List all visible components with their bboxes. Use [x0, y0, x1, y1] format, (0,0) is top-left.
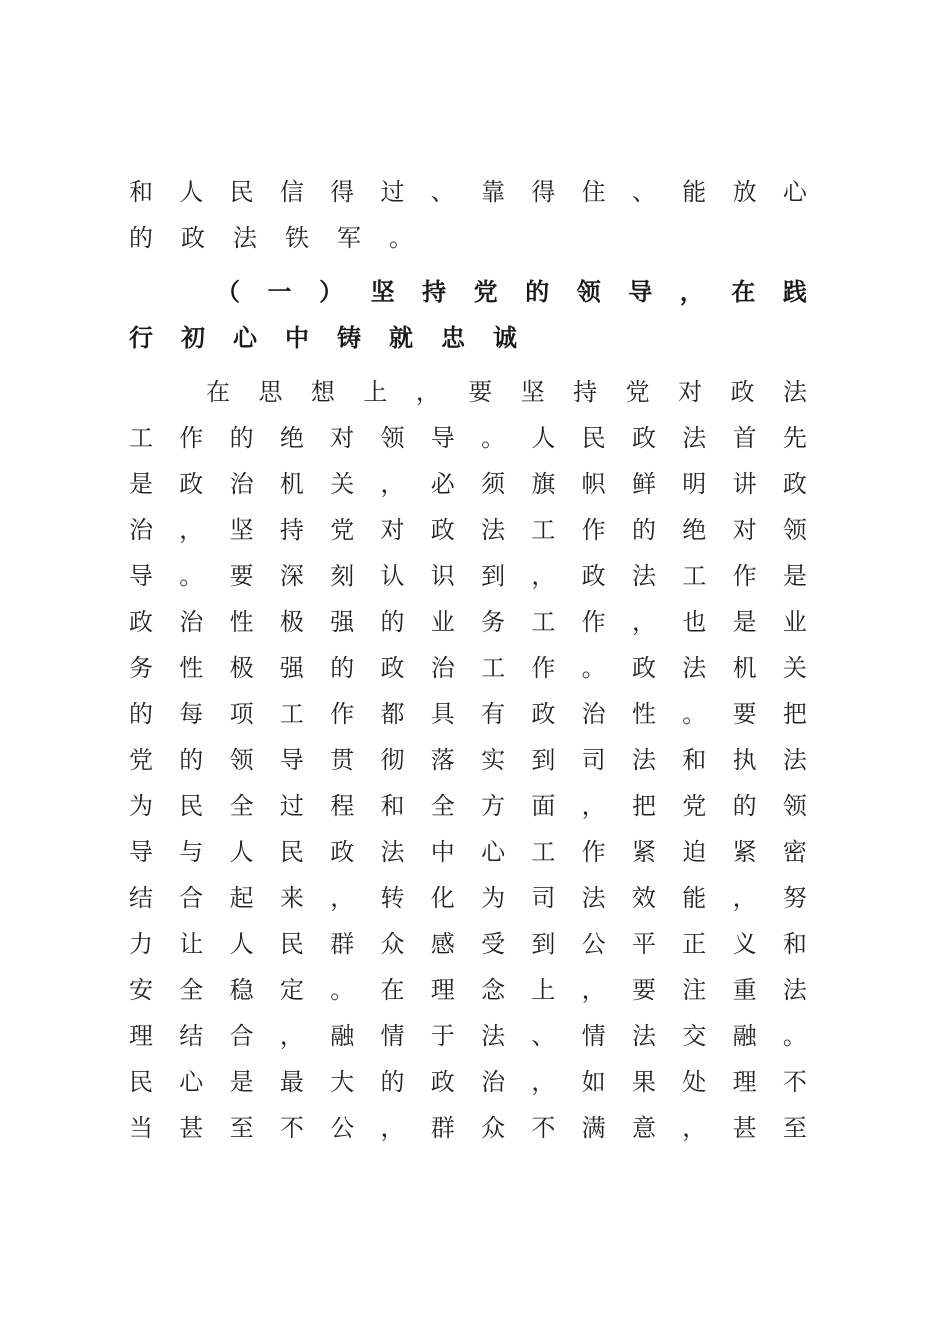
glyph: 政	[581, 562, 606, 590]
glyph: 处	[682, 1068, 707, 1096]
glyph: 政	[179, 470, 204, 498]
body-line	[128, 1016, 808, 1056]
glyph: 方	[481, 792, 506, 820]
glyph: 义	[732, 930, 757, 958]
glyph: ，	[732, 884, 757, 912]
glyph: 、	[430, 178, 455, 206]
glyph: 融	[330, 1022, 355, 1050]
body-line	[128, 1062, 808, 1102]
glyph: 理	[430, 976, 455, 1004]
glyph: 在	[206, 378, 230, 406]
paragraph-first-line	[205, 372, 808, 412]
glyph: 要	[229, 562, 254, 590]
glyph: 强	[279, 654, 304, 682]
glyph: 关	[330, 470, 355, 498]
glyph: 。	[389, 224, 413, 252]
glyph: 。	[179, 562, 204, 590]
glyph: 性	[179, 654, 204, 682]
glyph: 甚	[179, 1114, 204, 1142]
glyph: 民	[129, 1068, 153, 1096]
glyph: 程	[330, 792, 355, 820]
glyph: 性	[229, 608, 254, 636]
glyph: 对	[330, 424, 355, 452]
glyph: 重	[732, 976, 757, 1004]
glyph: 的	[129, 700, 153, 728]
glyph: 彻	[380, 746, 405, 774]
body-line	[128, 878, 808, 918]
glyph: 明	[682, 470, 707, 498]
glyph: 党	[682, 792, 707, 820]
glyph: 过	[279, 792, 304, 820]
glyph: 心	[179, 1068, 204, 1096]
body-line	[128, 1108, 808, 1148]
glyph: 政	[129, 608, 153, 636]
glyph: 最	[279, 1068, 304, 1096]
glyph: 于	[430, 1022, 455, 1050]
glyph: 群	[330, 930, 355, 958]
glyph: 人	[531, 424, 556, 452]
body-line	[128, 218, 808, 258]
body-line	[128, 172, 808, 212]
glyph: 强	[330, 608, 355, 636]
glyph: ）	[319, 278, 344, 306]
glyph: 深	[279, 562, 304, 590]
glyph: 起	[229, 884, 254, 912]
glyph: 讲	[732, 470, 757, 498]
glyph: ，	[531, 562, 556, 590]
glyph: ，	[679, 278, 704, 306]
glyph: 紧	[732, 838, 757, 866]
glyph: 业	[782, 608, 807, 636]
glyph: ，	[581, 976, 606, 1004]
glyph: 业	[430, 608, 455, 636]
glyph: 是	[229, 1068, 254, 1096]
glyph: 民	[279, 930, 304, 958]
glyph: 法	[380, 838, 405, 866]
glyph: 是	[782, 562, 807, 590]
glyph: 平	[631, 930, 656, 958]
glyph: 绝	[682, 516, 707, 544]
glyph: 执	[732, 746, 757, 774]
glyph: 司	[531, 884, 556, 912]
glyph: 实	[481, 746, 506, 774]
glyph: 治	[481, 1068, 506, 1096]
glyph: 坚	[229, 516, 254, 544]
glyph: 中	[285, 324, 309, 352]
glyph: 群	[430, 1114, 455, 1142]
glyph: 关	[782, 654, 807, 682]
glyph: 法	[782, 378, 807, 406]
glyph: 绝	[279, 424, 304, 452]
glyph: 放	[732, 178, 757, 206]
glyph: 法	[782, 976, 807, 1004]
glyph: 导	[129, 562, 153, 590]
glyph: ，	[415, 378, 440, 406]
glyph: 法	[682, 424, 707, 452]
glyph: 政	[631, 424, 656, 452]
glyph: 民	[279, 838, 304, 866]
glyph: 一	[267, 278, 292, 306]
glyph: 诚	[493, 324, 517, 352]
glyph: 让	[179, 930, 204, 958]
glyph: 和	[129, 178, 153, 206]
glyph: 当	[129, 1114, 153, 1142]
glyph: 在	[380, 976, 405, 1004]
glyph: 政	[631, 654, 656, 682]
glyph: 法	[631, 746, 656, 774]
glyph: 忠	[441, 324, 465, 352]
glyph: 思	[258, 378, 283, 406]
glyph: 。	[782, 1022, 807, 1050]
glyph: 法	[631, 1022, 656, 1050]
glyph: 政	[330, 838, 355, 866]
glyph: 面	[531, 792, 556, 820]
glyph: 民	[179, 792, 204, 820]
glyph: 民	[229, 178, 254, 206]
glyph: 的	[380, 1068, 405, 1096]
glyph: 稳	[229, 976, 254, 1004]
glyph: 贯	[330, 746, 355, 774]
glyph: 如	[581, 1068, 606, 1096]
glyph: 铁	[285, 224, 309, 252]
glyph: 。	[330, 976, 355, 1004]
body-line	[128, 602, 808, 642]
glyph: 每	[179, 700, 204, 728]
glyph: 中	[430, 838, 455, 866]
glyph: 导	[430, 424, 455, 452]
glyph: 到	[481, 562, 506, 590]
glyph: 和	[682, 746, 707, 774]
glyph: 极	[279, 608, 304, 636]
glyph: 政	[380, 654, 405, 682]
glyph: 能	[682, 884, 707, 912]
glyph: 政	[430, 1068, 455, 1096]
glyph: 鲜	[631, 470, 656, 498]
glyph: 要	[468, 378, 493, 406]
glyph: 对	[380, 516, 405, 544]
glyph: 众	[380, 930, 405, 958]
glyph: 领	[576, 278, 601, 306]
glyph: ，	[531, 1068, 556, 1096]
glyph: 铸	[337, 324, 361, 352]
glyph: 领	[782, 792, 807, 820]
glyph: 领	[380, 424, 405, 452]
glyph: ，	[179, 516, 204, 544]
glyph: 不	[279, 1114, 304, 1142]
glyph: 持	[573, 378, 598, 406]
glyph: 是	[129, 470, 153, 498]
glyph: 军	[337, 224, 361, 252]
glyph: 人	[179, 178, 204, 206]
glyph: ，	[330, 884, 355, 912]
glyph: 治	[581, 700, 606, 728]
glyph: 把	[782, 700, 807, 728]
glyph: 情	[380, 1022, 405, 1050]
glyph: 众	[481, 1114, 506, 1142]
glyph: 能	[682, 178, 707, 206]
glyph: 党	[129, 746, 153, 774]
glyph: 法	[233, 224, 257, 252]
glyph: 效	[631, 884, 656, 912]
glyph: 坚	[520, 378, 545, 406]
glyph: 必	[430, 470, 455, 498]
glyph: 力	[129, 930, 153, 958]
body-line	[128, 418, 808, 458]
glyph: 的	[229, 424, 254, 452]
glyph: 的	[525, 278, 550, 306]
glyph: 就	[389, 324, 413, 352]
glyph: 党	[473, 278, 498, 306]
glyph: 作	[179, 424, 204, 452]
glyph: ，	[279, 1022, 304, 1050]
glyph: 工	[129, 424, 153, 452]
glyph: ，	[380, 470, 405, 498]
glyph: 大	[330, 1068, 355, 1096]
glyph: 。	[682, 700, 707, 728]
glyph: 先	[782, 424, 807, 452]
glyph: 政	[531, 700, 556, 728]
glyph: 甚	[732, 1114, 757, 1142]
glyph: 法	[631, 562, 656, 590]
glyph: 结	[129, 884, 153, 912]
glyph: 合	[229, 1022, 254, 1050]
glyph: 上	[363, 378, 388, 406]
glyph: 努	[782, 884, 807, 912]
glyph: 司	[581, 746, 606, 774]
glyph: 在	[731, 278, 756, 306]
glyph: 心	[782, 178, 807, 206]
glyph: 不	[531, 1114, 556, 1142]
glyph: 结	[179, 1022, 204, 1050]
glyph: 密	[782, 838, 807, 866]
glyph: （	[216, 278, 240, 306]
glyph: ，	[682, 1114, 707, 1142]
glyph: 至	[782, 1114, 807, 1142]
glyph: 政	[181, 224, 205, 252]
glyph: 认	[380, 562, 405, 590]
glyph: 民	[581, 424, 606, 452]
glyph: 坚	[370, 278, 395, 306]
glyph: 政	[730, 378, 755, 406]
glyph: 信	[279, 178, 304, 206]
glyph: 具	[430, 700, 455, 728]
glyph: 人	[229, 838, 254, 866]
glyph: 对	[678, 378, 703, 406]
glyph: 要	[732, 700, 757, 728]
glyph: 的	[732, 792, 757, 820]
glyph: 工	[481, 654, 506, 682]
glyph: 践	[782, 278, 807, 306]
glyph: 也	[682, 608, 707, 636]
glyph: 行	[129, 324, 153, 352]
glyph: 把	[631, 792, 656, 820]
glyph: 、	[631, 178, 656, 206]
glyph: 初	[181, 324, 205, 352]
glyph: 到	[531, 930, 556, 958]
glyph: 交	[682, 1022, 707, 1050]
glyph: 上	[531, 976, 556, 1004]
glyph: 帜	[581, 470, 606, 498]
glyph: 政	[782, 470, 807, 498]
glyph: 工	[531, 516, 556, 544]
glyph: 合	[179, 884, 204, 912]
glyph: 持	[422, 278, 447, 306]
section-heading	[215, 272, 808, 312]
body-line	[128, 648, 808, 688]
glyph: 工	[531, 838, 556, 866]
body-line	[128, 694, 808, 734]
glyph: 化	[430, 884, 455, 912]
glyph: 务	[129, 654, 153, 682]
glyph: 到	[531, 746, 556, 774]
glyph: 全	[179, 976, 204, 1004]
glyph: 果	[631, 1068, 656, 1096]
glyph: 作	[581, 608, 606, 636]
glyph: 人	[229, 930, 254, 958]
glyph: 、	[531, 1022, 556, 1050]
glyph: 机	[279, 470, 304, 498]
glyph: 机	[732, 654, 757, 682]
glyph: 治	[430, 654, 455, 682]
glyph: 。	[581, 654, 606, 682]
glyph: 住	[581, 178, 606, 206]
glyph: 政	[430, 516, 455, 544]
glyph: 导	[279, 746, 304, 774]
glyph: 和	[782, 930, 807, 958]
glyph: 工	[531, 608, 556, 636]
glyph: 为	[129, 792, 153, 820]
glyph: 的	[330, 654, 355, 682]
glyph: 对	[732, 516, 757, 544]
glyph: 满	[581, 1114, 606, 1142]
glyph: 法	[782, 746, 807, 774]
glyph: 务	[481, 608, 506, 636]
glyph: 法	[481, 1022, 506, 1050]
glyph: 性	[631, 700, 656, 728]
glyph: ，	[631, 608, 656, 636]
glyph: 首	[732, 424, 757, 452]
glyph: 注	[682, 976, 707, 1004]
glyph: 受	[481, 930, 506, 958]
glyph: 法	[682, 654, 707, 682]
glyph: 作	[732, 562, 757, 590]
glyph: 的	[380, 608, 405, 636]
glyph: 要	[631, 976, 656, 1004]
section-heading	[128, 318, 808, 358]
glyph: 理	[129, 1022, 153, 1050]
glyph: 定	[279, 976, 304, 1004]
glyph: 全	[430, 792, 455, 820]
glyph: 领	[229, 746, 254, 774]
glyph: ，	[581, 792, 606, 820]
glyph: 工	[682, 562, 707, 590]
glyph: 党	[625, 378, 650, 406]
glyph: 刻	[330, 562, 355, 590]
glyph: 持	[279, 516, 304, 544]
glyph: 治	[229, 470, 254, 498]
glyph: 意	[631, 1114, 656, 1142]
glyph: 项	[229, 700, 254, 728]
glyph: 为	[481, 884, 506, 912]
body-line	[128, 510, 808, 550]
glyph: 的	[179, 746, 204, 774]
glyph: 迫	[682, 838, 707, 866]
body-line	[128, 556, 808, 596]
body-line	[128, 924, 808, 964]
glyph: 不	[782, 1068, 807, 1096]
glyph: 紧	[631, 838, 656, 866]
glyph: 的	[129, 224, 153, 252]
body-line	[128, 464, 808, 504]
glyph: 念	[481, 976, 506, 1004]
glyph: 须	[481, 470, 506, 498]
glyph: 导	[129, 838, 153, 866]
glyph: 至	[229, 1114, 254, 1142]
glyph: 治	[179, 608, 204, 636]
glyph: 靠	[481, 178, 506, 206]
glyph: 公	[330, 1114, 355, 1142]
glyph: 感	[430, 930, 455, 958]
glyph: 有	[481, 700, 506, 728]
glyph: 领	[782, 516, 807, 544]
glyph: 来	[279, 884, 304, 912]
glyph: ，	[380, 1114, 405, 1142]
glyph: 作	[531, 654, 556, 682]
glyph: 想	[310, 378, 335, 406]
glyph: 的	[631, 516, 656, 544]
glyph: 全	[229, 792, 254, 820]
glyph: 。	[481, 424, 506, 452]
glyph: 旗	[531, 470, 556, 498]
body-line	[128, 970, 808, 1010]
glyph: 都	[380, 700, 405, 728]
glyph: 落	[430, 746, 455, 774]
glyph: 治	[129, 516, 153, 544]
glyph: 与	[179, 838, 204, 866]
glyph: 识	[430, 562, 455, 590]
glyph: 导	[628, 278, 653, 306]
glyph: 公	[581, 930, 606, 958]
glyph: 法	[581, 884, 606, 912]
glyph: 法	[481, 516, 506, 544]
body-line	[128, 740, 808, 780]
glyph: 作	[581, 838, 606, 866]
glyph: 正	[682, 930, 707, 958]
glyph: 和	[380, 792, 405, 820]
glyph: 作	[330, 700, 355, 728]
glyph: 得	[531, 178, 556, 206]
glyph: 工	[279, 700, 304, 728]
glyph: 是	[732, 608, 757, 636]
glyph: 心	[481, 838, 506, 866]
glyph: 理	[732, 1068, 757, 1096]
glyph: 党	[330, 516, 355, 544]
glyph: 情	[581, 1022, 606, 1050]
glyph: 作	[581, 516, 606, 544]
glyph: 极	[229, 654, 254, 682]
glyph: 安	[129, 976, 153, 1004]
glyph: 过	[380, 178, 405, 206]
glyph: 融	[732, 1022, 757, 1050]
glyph: 得	[330, 178, 355, 206]
body-line	[128, 832, 808, 872]
body-line	[128, 786, 808, 826]
glyph: 转	[380, 884, 405, 912]
glyph: 心	[233, 324, 257, 352]
